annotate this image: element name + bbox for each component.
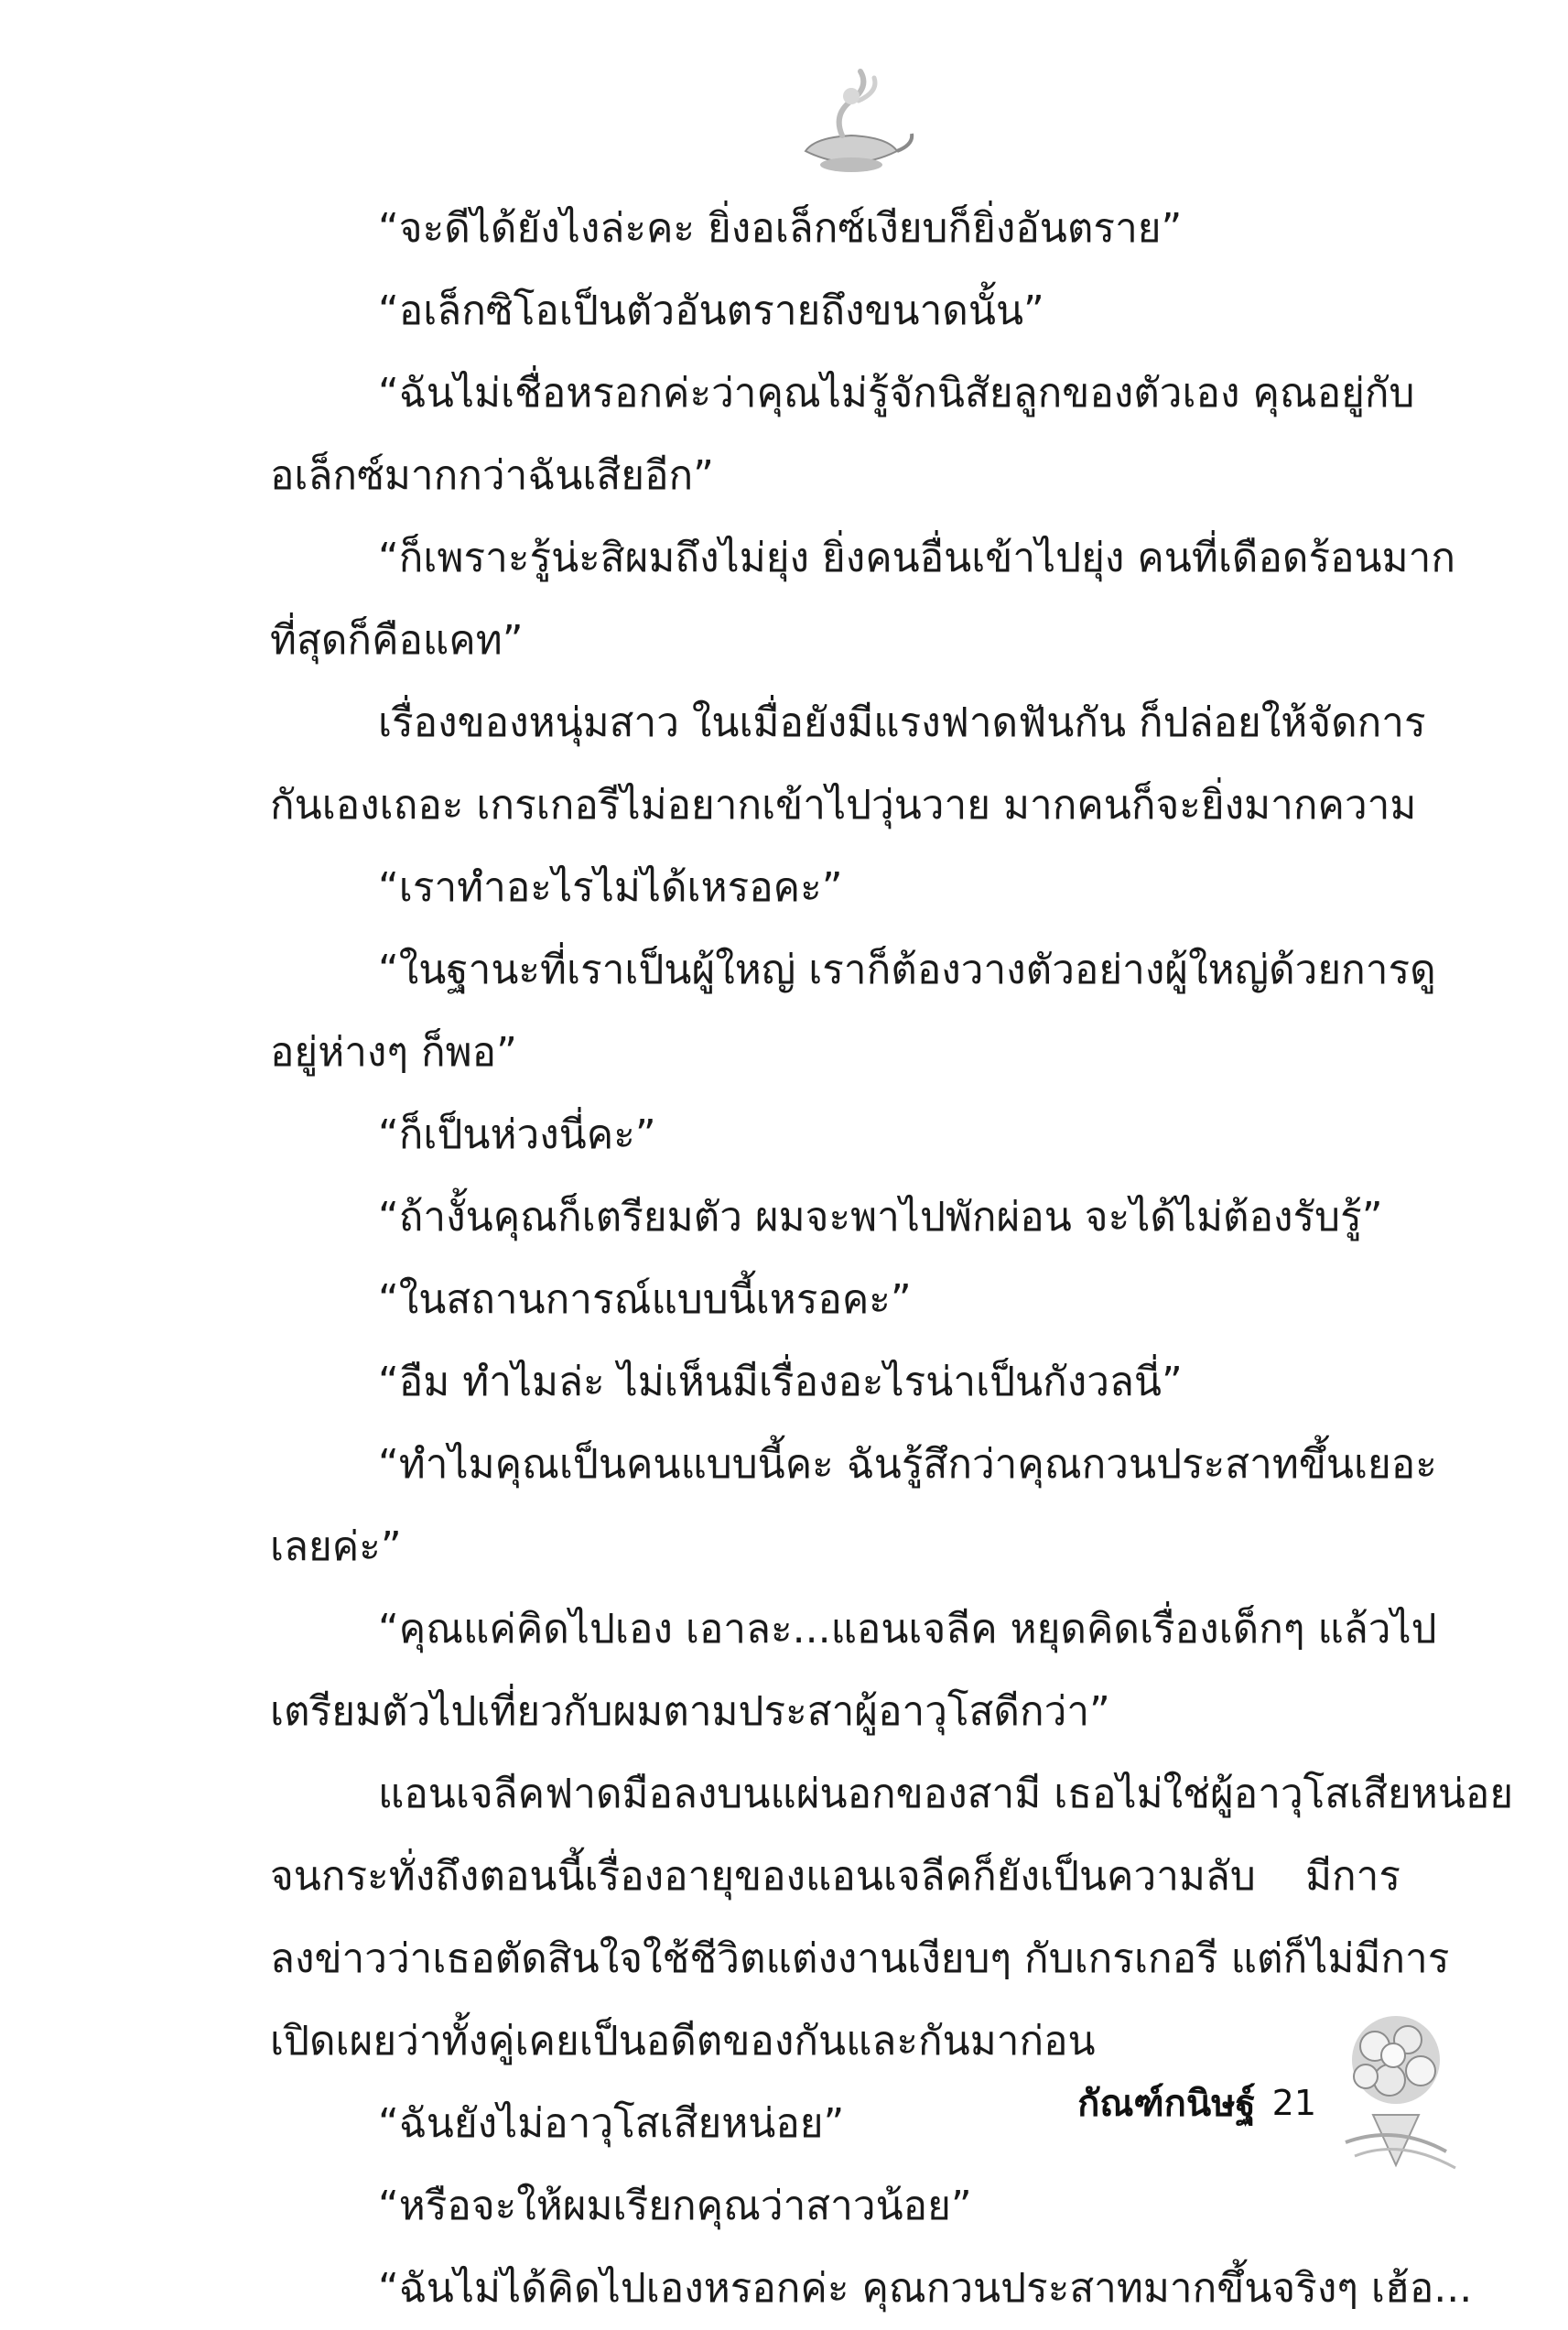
text-line: “จะดีได้ยังไงล่ะคะ ยิ่งอเล็กซ์เงียบก็ยิ่งอันตราย”: [378, 205, 1183, 252]
paragraph-12: [270, 1424, 1437, 1588]
text-line: เรื่องของหนุ่มสาว ในเมื่อยังมีแรงฟาดฟันกัน ก็ปล่อยให้จัดการ: [378, 699, 1426, 746]
text-line: “ในสถานการณ์แบบนี้เหรอคะ”: [378, 1276, 912, 1323]
paragraph-9: [270, 1176, 1400, 1259]
text-line: “ก็เป็นห่วงนี่คะ”: [378, 1111, 656, 1158]
paragraph-10: [270, 1259, 1400, 1341]
paragraph-7: [270, 929, 1436, 1094]
paragraph-5: [270, 682, 1426, 847]
paragraph-17: [270, 2248, 1473, 2330]
story-text: [270, 188, 1514, 2330]
text-line: “ทำไมคุณเป็นคนแบบนี้คะ ฉันรู้สึกว่าคุณกวนประสาทขึ้นเยอะ: [378, 1441, 1437, 1488]
text-line: “อืม ทำไมล่ะ ไม่เห็นมีเรื่องอะไรน่าเป็นกังวลนี่”: [378, 1359, 1183, 1405]
text-line: ที่สุดก็คือแคท”: [270, 617, 524, 664]
paragraph-13: [270, 1588, 1437, 1753]
text-line: อเล็กซ์มากกว่าฉันเสียอีก”: [270, 452, 714, 499]
paragraph-14: [270, 1753, 1514, 2083]
text-line: อยู่ห่างๆ ก็พอ”: [270, 1029, 517, 1076]
text-line: กันเองเถอะ เกรเกอรีไม่อยากเข้าไปวุ่นวาย มากคนก็จะยิ่งมากความ: [270, 782, 1417, 829]
text-line: จนกระทั่งถึงตอนนี้เรื่องอายุของแอนเจลีคก็ยังเป็นความลับ มีการ: [270, 1853, 1400, 1900]
paragraph-11: [270, 1341, 1400, 1424]
running-title: กัณฑ์กนิษฐ์: [1077, 2083, 1256, 2125]
paragraph-4: [270, 517, 1455, 682]
text-line: “ถ้างั้นคุณก็เตรียมตัว ผมจะพาไปพักผ่อน จะได้ไม่ต้องรับรู้”: [378, 1194, 1383, 1241]
page-footer: [1077, 2062, 1316, 2144]
paragraph-3: [270, 352, 1415, 517]
magic-lamp-icon: [787, 64, 915, 192]
paragraph-6: [270, 847, 1400, 929]
text-line: แอนเจลีคฟาดมือลงบนแผ่นอกของสามี เธอไม่ใช่ผู้อาวุโสเสียหน่อย: [378, 1771, 1514, 1817]
text-line: “ฉันไม่เชื่อหรอกค่ะว่าคุณไม่รู้จักนิสัยลูกของตัวเอง คุณอยู่กับ: [378, 370, 1415, 417]
text-line: “คุณแค่คิดไปเอง เอาละ...แอนเจลีค หยุดคิดเรื่องเด็กๆ แล้วไป: [378, 1606, 1437, 1653]
text-line: “ก็เพราะรู้น่ะสิผมถึงไม่ยุ่ง ยิ่งคนอื่นเข้าไปยุ่ง คนที่เดือดร้อนมาก: [378, 535, 1455, 581]
paragraph-16: [270, 2165, 1400, 2248]
text-line: เลยค่ะ”: [270, 1523, 402, 1570]
text-line: “เราทำอะไรไม่ได้เหรอคะ”: [378, 864, 843, 911]
text-line: “อเล็กซิโอเป็นตัวอันตรายถึงขนาดนั้น”: [378, 287, 1044, 334]
text-line: เตรียมตัวไปเที่ยวกับผมตามประสาผู้อาวุโสดีกว่า”: [270, 1688, 1110, 1735]
paragraph-8: [270, 1094, 1400, 1176]
paragraph-1: [270, 188, 1400, 270]
text-line: เปิดเผยว่าทั้งคู่เคยเป็นอดีตของกันและกันมาก่อน: [270, 2018, 1096, 2064]
text-line: “หรือจะให้ผมเรียกคุณว่าสาวน้อย”: [378, 2183, 972, 2229]
text-line: ลงข่าวว่าเธอตัดสินใจใช้ชีวิตแต่งงานเงียบๆ กับเกรเกอรี แต่ก็ไม่มีการ: [270, 1935, 1450, 1982]
text-line: “ในฐานะที่เราเป็นผู้ใหญ่ เราก็ต้องวางตัวอย่างผู้ใหญ่ด้วยการดู: [378, 947, 1436, 993]
text-line: “ฉันยังไม่อาวุโสเสียหน่อย”: [378, 2100, 845, 2147]
page-number: 21: [1271, 2083, 1316, 2123]
flower-bouquet-icon: [1318, 2005, 1474, 2179]
paragraph-2: [270, 270, 1400, 352]
text-line: “ฉันไม่ได้คิดไปเองหรอกค่ะ คุณกวนประสาทมากขึ้นจริงๆ เฮ้อ...: [378, 2265, 1473, 2312]
